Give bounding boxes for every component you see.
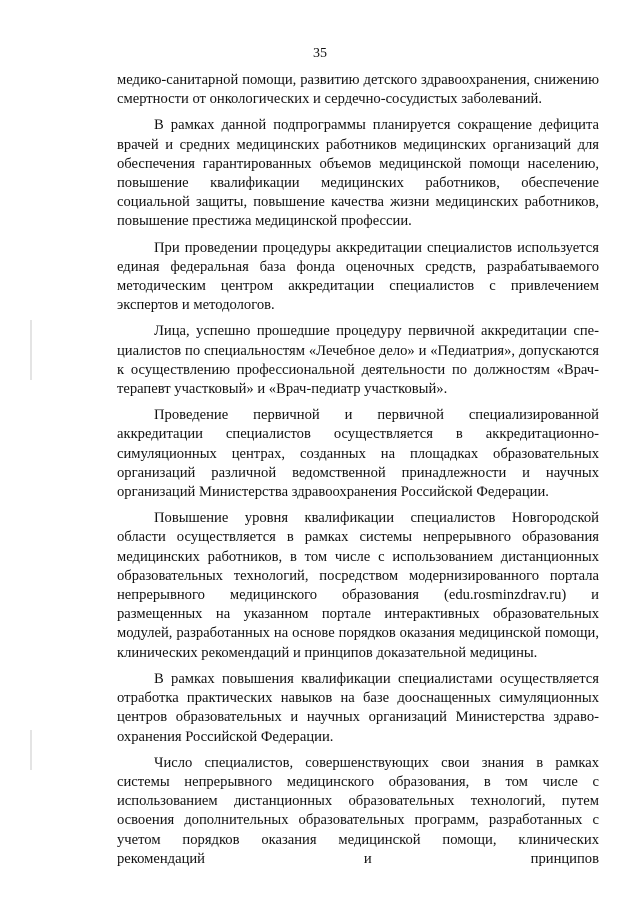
paragraph-accreditation-database: При проведении процедуры аккредитации специалистов используется единая федеральная база фонда оценочных средств, разрабатываемого методическим центром аккредитации специалистов с привлечением экспертов и методологов. xyxy=(117,239,599,314)
paragraph-subprogram-deficit: В рамках данной подпрограммы планируется сокращение дефицита врачей и средних медицинских работников медицинских организаций для обеспечения гарантированных объемов медицинской помощи населению, повышение квалификации медицинских работников, обеспечение социальной защиты, повышение качества жизни медицинских работников, повышение престижа медицинской профессии. xyxy=(117,117,599,230)
paragraph-continuation: медико-санитарной помощи, развитию детского здравоохранения, снижению смертности от онкологических и сердечно-сосудистых заболеваний. xyxy=(117,72,599,108)
scan-edge-mark-top xyxy=(30,320,32,380)
paragraph-practical-skills: В рамках повышения квалификации специалистами осуществляется отработка практических навыков на базе дооснащенных симуляционных центров образовательных и научных организаций Министерства здравоохранения Российской Федерации. xyxy=(117,670,599,745)
page-number: 35 xyxy=(313,46,327,61)
document-body xyxy=(117,71,599,876)
scan-edge-mark-bottom xyxy=(30,730,32,770)
paragraph-qualification-novgorod: Повышение уровня квалификации специалистов Новгородской области осуществляется в рамках системы непрерывного образования медицинских работников, в том числе с использованием дистанционных образовательных технологий, посредством модернизированного портала непрерывного медицинского образования (edu.rosminzdrav.ru) и размещенных на указанном портале интерактивных образовательных модулей, разработанных на основе порядков оказания медицинской помощи, клинических рекомендаций и принципов доказательной медицины. xyxy=(117,510,599,661)
paragraph-continuing-education-count: Число специалистов, совершенствующих свои знания в рамках системы непрерывного медицинского образования, в том числе с использованием дистанционных образовательных технологий, путем освоения дополнительных образовательных программ, разработанных с учетом порядков оказания медицинской помощи, клинических рекомендаций и принципов xyxy=(117,754,599,867)
paragraph-accreditation-centers: Проведение первичной и первичной специализированной аккредитации специалистов осуществляется в аккредитационно-симуляционных центрах, созданных на площадках образовательных организаций различной ведомственной принадлежности и научных организаций Министерства здравоохранения Российской Федерации. xyxy=(117,407,599,501)
paragraph-primary-accreditation-admission: Лица, успешно прошедшие процедуру первичной аккредитации специалистов по специальностям «Лечебное дело» и «Педиатрия», допускаются к осуществлению профессиональной деятельности по должностям «Врач-терапевт участковый» и «Врач-педиатр участковый». xyxy=(117,323,599,398)
